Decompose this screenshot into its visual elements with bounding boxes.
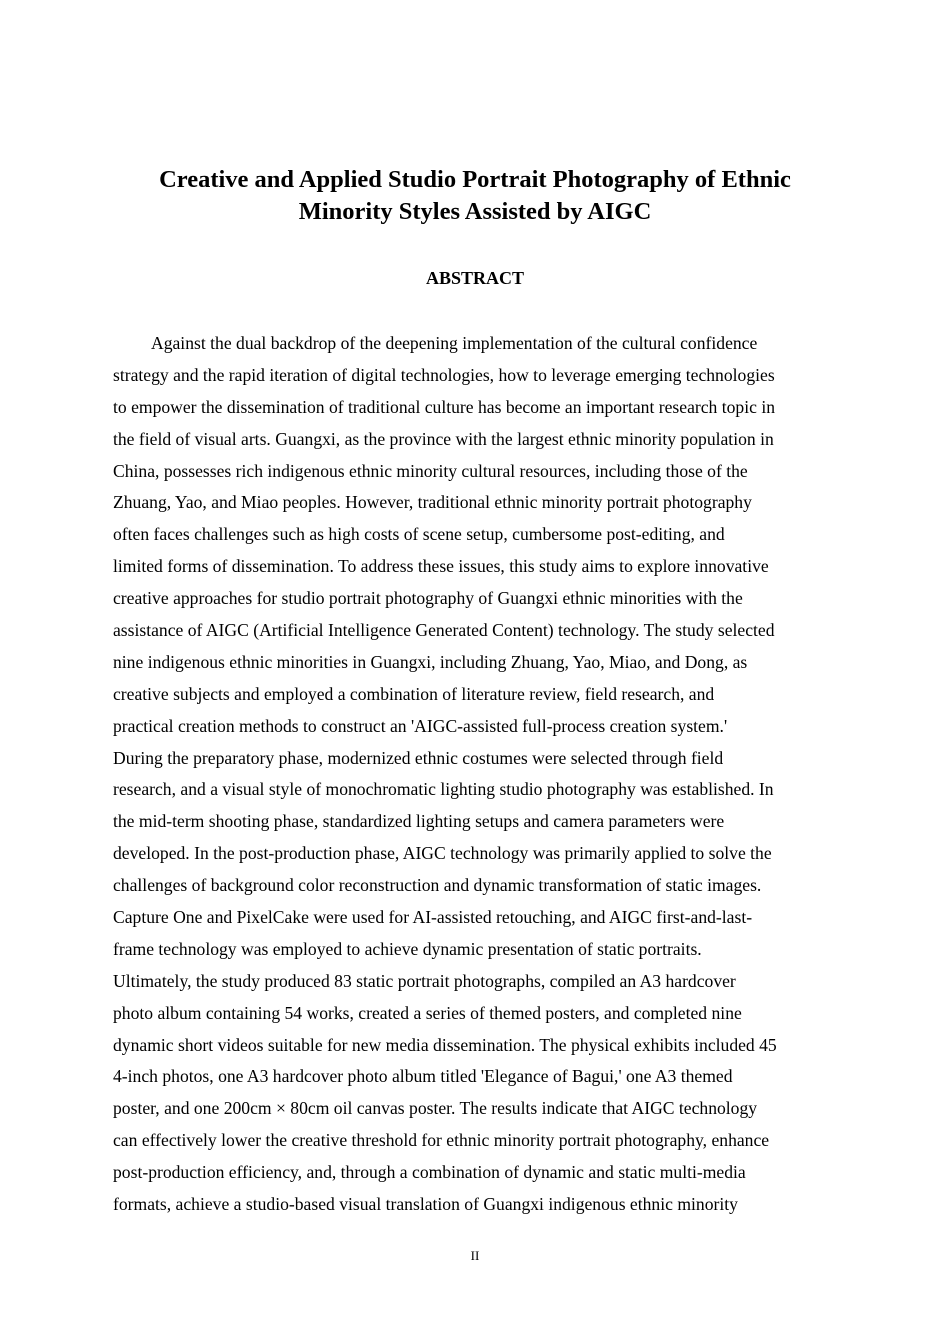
abstract-line: developed. In the post-production phase, AIGC technology was primarily applied to solve the [113, 843, 772, 864]
abstract-line: Against the dual backdrop of the deepening implementation of the cultural confidence [151, 333, 758, 353]
abstract-line: research, and a visual style of monochromatic lighting studio photography was established. In [113, 779, 774, 800]
abstract-line: China, possesses rich indigenous ethnic minority cultural resources, including those of the [113, 460, 748, 481]
abstract-line: Ultimately, the study produced 83 static portrait photographs, compiled an A3 hardcover [113, 970, 736, 991]
abstract-line: dynamic short videos suitable for new media dissemination. The physical exhibits included 45 [113, 1034, 777, 1055]
abstract-line: practical creation methods to construct an 'AIGC-assisted full-process creation system.' [113, 715, 728, 736]
abstract-line: often faces challenges such as high costs of scene setup, cumbersome post-editing, and [113, 524, 725, 545]
page-number: II [470, 1248, 480, 1263]
abstract-line: During the preparatory phase, modernized ethnic costumes were selected through field [113, 747, 724, 768]
abstract-line: creative subjects and employed a combination of literature review, field research, and [113, 683, 715, 704]
abstract-line: post-production efficiency, and, through a combination of dynamic and static multi-media [113, 1162, 746, 1183]
abstract-body [113, 328, 843, 1221]
paper-title [100, 164, 850, 228]
abstract-line: creative approaches for studio portrait photography of Guangxi ethnic minorities with the [113, 588, 743, 609]
abstract-line: challenges of background color reconstruction and dynamic transformation of static images. [113, 875, 762, 896]
abstract-line: strategy and the rapid iteration of digital technologies, how to leverage emerging technologies [113, 364, 775, 385]
abstract-line: 4-inch photos, one A3 hardcover photo album titled 'Elegance of Bagui,' one A3 themed [113, 1066, 733, 1087]
paper-title-line-1: Creative and Applied Studio Portrait Photography of Ethnic [159, 166, 791, 193]
abstract-line: the field of visual arts. Guangxi, as the province with the largest ethnic minority population in [113, 428, 774, 449]
abstract-line: limited forms of dissemination. To address these issues, this study aims to explore innovative [113, 556, 769, 577]
abstract-line: the mid-term shooting phase, standardized lighting setups and camera parameters were [113, 811, 725, 832]
paper-title-line-2: Minority Styles Assisted by AIGC [298, 198, 652, 225]
abstract-line: assistance of AIGC (Artificial Intelligence Generated Content) technology. The study selected [113, 620, 775, 641]
abstract-line: poster, and one 200cm × 80cm oil canvas poster. The results indicate that AIGC technology [113, 1098, 758, 1119]
abstract-line: formats, achieve a studio-based visual translation of Guangxi indigenous ethnic minority [113, 1194, 738, 1215]
abstract-line: can effectively lower the creative threshold for ethnic minority portrait photography, enhance [113, 1130, 770, 1151]
abstract-line: frame technology was employed to achieve dynamic presentation of static portraits. [113, 938, 702, 959]
abstract-line: Zhuang, Yao, and Miao peoples. However, traditional ethnic minority portrait photography [113, 492, 752, 513]
abstract-line: Capture One and PixelCake were used for AI-assisted retouching, and AIGC first-and-last- [113, 907, 753, 928]
abstract-heading: ABSTRACT [425, 268, 525, 288]
abstract-line: photo album containing 54 works, created a series of themed posters, and completed nine [113, 1002, 742, 1023]
abstract-line: nine indigenous ethnic minorities in Guangxi, including Zhuang, Yao, Miao, and Dong, as [113, 651, 748, 672]
abstract-line: to empower the dissemination of traditional culture has become an important research topic in [113, 396, 775, 417]
